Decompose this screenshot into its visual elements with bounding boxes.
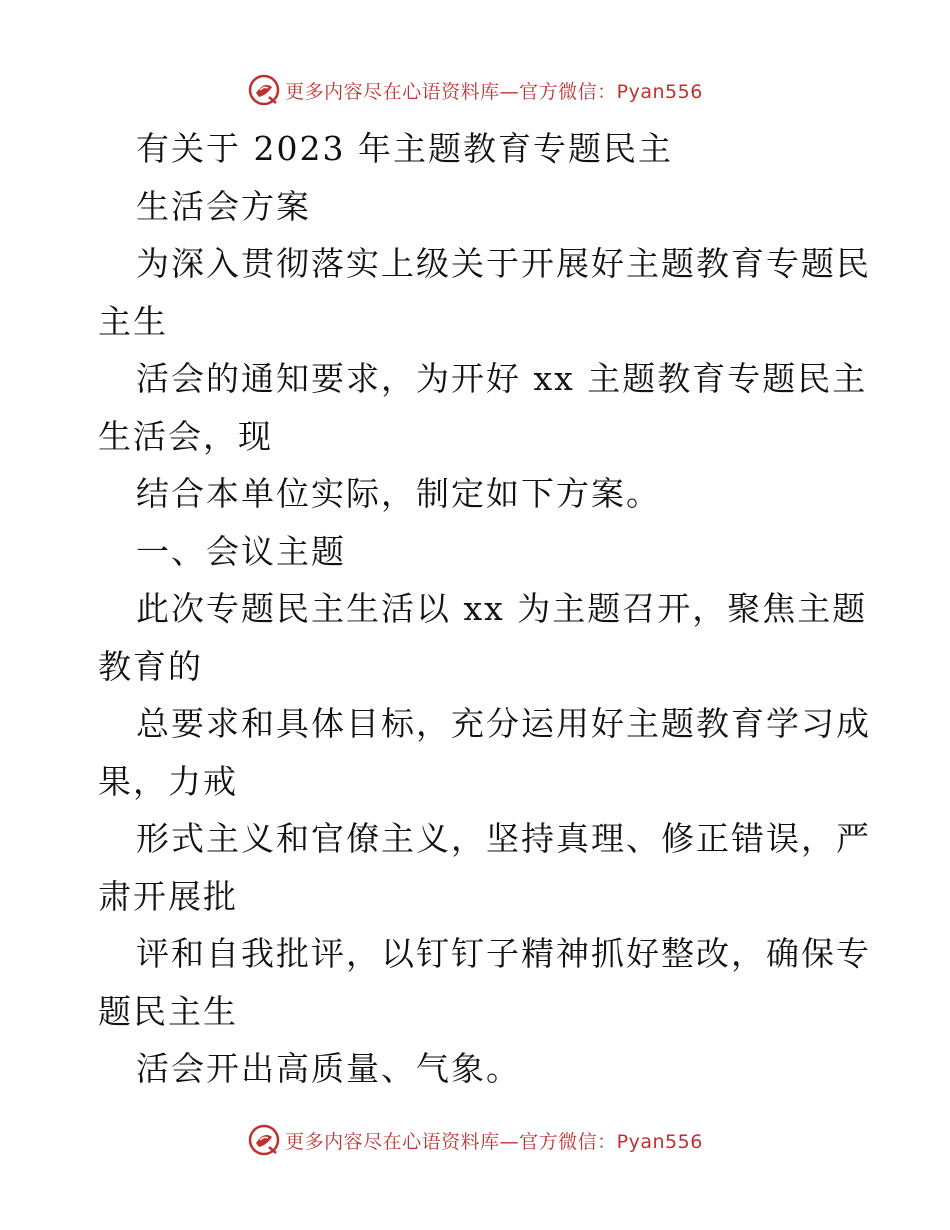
text-line: 主生 bbox=[98, 301, 168, 341]
document-title-line-2: 生活会方案 bbox=[136, 186, 311, 226]
text-line: 评和自我批评，以钉钉子精神抓好整改，确保专 bbox=[136, 934, 871, 973]
watermark-text: 更多内容尽在心语资料库—官方微信：Pyan556 bbox=[285, 1130, 703, 1153]
text-line: 为深入贯彻落实上级关于开展好主题教育专题民 bbox=[136, 244, 871, 283]
watermark-header bbox=[0, 72, 950, 108]
text-line: 形式主义和官僚主义，坚持真理、修正错误，严 bbox=[136, 819, 871, 858]
text-line: 果，力戒 bbox=[98, 761, 238, 801]
watermark-footer bbox=[0, 1122, 950, 1158]
rose-seal-icon bbox=[247, 1123, 281, 1157]
section-heading: 一、会议主题 bbox=[136, 531, 346, 571]
text-line: 此次专题民主生活以 xx 为主题召开，聚焦主题 bbox=[136, 589, 868, 628]
document-body bbox=[98, 120, 871, 1098]
text-line: 结合本单位实际，制定如下方案。 bbox=[136, 474, 661, 513]
text-line: 总要求和具体目标，充分运用好主题教育学习成 bbox=[136, 704, 871, 743]
text-line: 教育的 bbox=[98, 646, 203, 686]
text-line: 题民主生 bbox=[98, 991, 238, 1031]
document-title-line-1: 有关于 2023 年主题教育专题民主 bbox=[136, 129, 673, 168]
text-line: 肃开展批 bbox=[98, 876, 238, 916]
watermark-text: 更多内容尽在心语资料库—官方微信：Pyan556 bbox=[285, 80, 703, 103]
rose-seal-icon bbox=[247, 73, 281, 107]
text-line: 活会开出高质量、气象。 bbox=[136, 1049, 521, 1088]
text-line: 活会的通知要求，为开好 xx 主题教育专题民主 bbox=[136, 359, 868, 398]
text-line: 生活会，现 bbox=[98, 416, 273, 456]
